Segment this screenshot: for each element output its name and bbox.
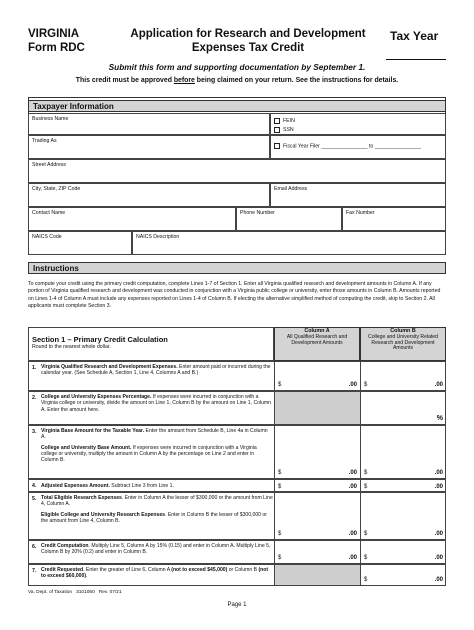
line-description: Adjusted Expenses Amount. Subtract Line 3 from Line 1. [41, 483, 174, 489]
column-b-subtitle: College and University Related Research and Development Amounts [368, 333, 438, 352]
footer-agency: Va. Dept. of Taxation 3101050 Rev. 07/21 [28, 590, 122, 595]
line-7 [28, 564, 446, 586]
line-number: 4. [32, 483, 37, 489]
submit-notice: Submit this form and supporting documentation by September 1. [108, 62, 366, 72]
line-number: 6. [32, 544, 37, 550]
fax-field[interactable]: Fax Number [342, 207, 446, 231]
line-number: 5. [32, 496, 37, 502]
form-number: Form RDC [28, 42, 85, 54]
approval-notice: This credit must be approved before being claimed on your return. See the instructions for details. [75, 77, 399, 84]
instructions-text: To compute your credit using the primary credit computation, complete Lines 1-7 of Section 1. Enter all Virginia qualified research and development amounts in Column A. If any portion of Virginia qualified research and development was conducted in conjunction with a Virginia public college or university, enter those amounts in Column B. Amounts reported on Lines 1-4 of Column A must include any expenses reported on Lines 1-4 of Column B. If electing the alternative simplified method of computing the credit, skip to Section 2. All applicants must complete Section 3. [28, 281, 441, 309]
line-6 [28, 540, 446, 564]
section1-subtitle: Round to the nearest whole dollar. [32, 344, 111, 350]
line7-column-a-shaded [274, 565, 360, 585]
line7-credit-input[interactable]: $ .00 [360, 565, 446, 585]
line4-column-b-input[interactable]: $ .00 [360, 480, 446, 491]
line1-column-b-input[interactable]: $ .00 [360, 362, 446, 390]
ssn-option[interactable]: SSN [274, 126, 442, 135]
line-number: 7. [32, 568, 37, 574]
tax-year-label: Tax Year [390, 29, 439, 43]
trading-as-field[interactable]: Trading As [28, 135, 270, 159]
line6-column-a-input[interactable]: $ .00 [274, 541, 360, 563]
phone-field[interactable]: Phone Number [236, 207, 342, 231]
naics-description-field[interactable]: NAICS Description [132, 231, 446, 255]
line-description: College and University Expenses Percentage. If expenses were incurred in conjunction with a Virginia college or university, divide the amount on Line 1, Column B by the amount on Line 1, Column A. Enter the amount here. [41, 394, 272, 413]
street-address-field[interactable]: Street Address [28, 159, 446, 183]
line5-column-a-input[interactable]: $ .00 [274, 493, 360, 539]
column-a-title: Column A [304, 328, 330, 334]
fiscal-year-checkbox[interactable] [274, 143, 280, 149]
line-description: Virginia Base Amount for the Taxable Year. Enter the amount from Schedule B, Line 4a in Column A. College and University Base Amount. If expenses were incurred in conjunction with a Virginia college or university, multiply the amount in Column A by the percentage on Line 2 and enter in Column B. [41, 428, 268, 464]
form-identifier [28, 27, 85, 55]
form-title [118, 27, 378, 55]
fein-option[interactable]: FEIN [274, 117, 442, 126]
state-name: VIRGINIA [28, 28, 80, 40]
ssn-checkbox[interactable] [274, 127, 280, 133]
line-5 [28, 492, 446, 540]
column-a-subtitle: All Qualified Research and Development Amounts [286, 333, 348, 346]
city-state-zip-field[interactable]: City, State, ZIP Code [28, 183, 270, 207]
line2-column-b-input[interactable]: % [360, 392, 446, 424]
naics-code-field[interactable]: NAICS Code [28, 231, 132, 255]
column-b-title: Column B [390, 328, 416, 334]
line6-column-b-input[interactable]: $ .00 [360, 541, 446, 563]
business-name-field[interactable]: Business Name [28, 113, 270, 135]
section1-title: Section 1 – Primary Credit Calculation [32, 335, 168, 344]
line1-column-a-input[interactable]: $ .00 [274, 362, 360, 390]
section1-header [28, 327, 274, 361]
taxpayer-section-title: Taxpayer Information [28, 100, 446, 112]
form-title-line2: Expenses Tax Credit [191, 42, 305, 54]
page-number: Page 1 [227, 602, 247, 608]
line-2 [28, 391, 446, 425]
line-3 [28, 425, 446, 479]
column-b-header [360, 327, 446, 361]
form-title-line1: Application for Research and Development [130, 28, 366, 40]
line-number: 3. [32, 429, 37, 435]
line-description: Virginia Qualified Research and Development Expenses. Enter amount paid or incurred during the calendar year. (See Schedule A, Section 1, Line 4, Columns A and B.) [41, 364, 271, 377]
id-type-field [270, 113, 446, 135]
line-description: Credit Computation. Multiply Line 5, Column A by 15% (0.15) and enter in Column A. Multiply Line 5, Column B by 20% (0.2) and enter in Column B. [41, 543, 271, 556]
contact-name-field[interactable]: Contact Name [28, 207, 236, 231]
line3-column-a-input[interactable]: $ .00 [274, 426, 360, 478]
column-a-header [274, 327, 360, 361]
fiscal-year-field[interactable]: Fiscal Year Filer ________________ to ________________ [270, 135, 446, 159]
tax-year-field[interactable] [386, 59, 446, 60]
line4-column-a-input[interactable]: $ .00 [274, 480, 360, 491]
line3-column-b-input[interactable]: $ .00 [360, 426, 446, 478]
instructions-title: Instructions [28, 262, 446, 274]
line-1 [28, 361, 446, 391]
line-4 [28, 479, 446, 492]
line-number: 2. [32, 395, 37, 401]
line-description: Credit Requested. Enter the greater of Line 6, Column A (not to exceed $45,000) or Column B (not to exceed $60,000). [41, 567, 269, 580]
line-description: Total Eligible Research Expenses. Enter in Column A the lesser of $300,000 or the amount from Line 4, Column A. Eligible College and University Research Expenses. Enter in Column B the lesser of $300,000 or the amount from Line 4, Column B. [41, 495, 273, 524]
fein-checkbox[interactable] [274, 118, 280, 124]
line-number: 1. [32, 365, 37, 371]
line5-column-b-input[interactable]: $ .00 [360, 493, 446, 539]
email-field[interactable]: Email Address [270, 183, 446, 207]
line2-column-a-shaded [274, 392, 360, 424]
